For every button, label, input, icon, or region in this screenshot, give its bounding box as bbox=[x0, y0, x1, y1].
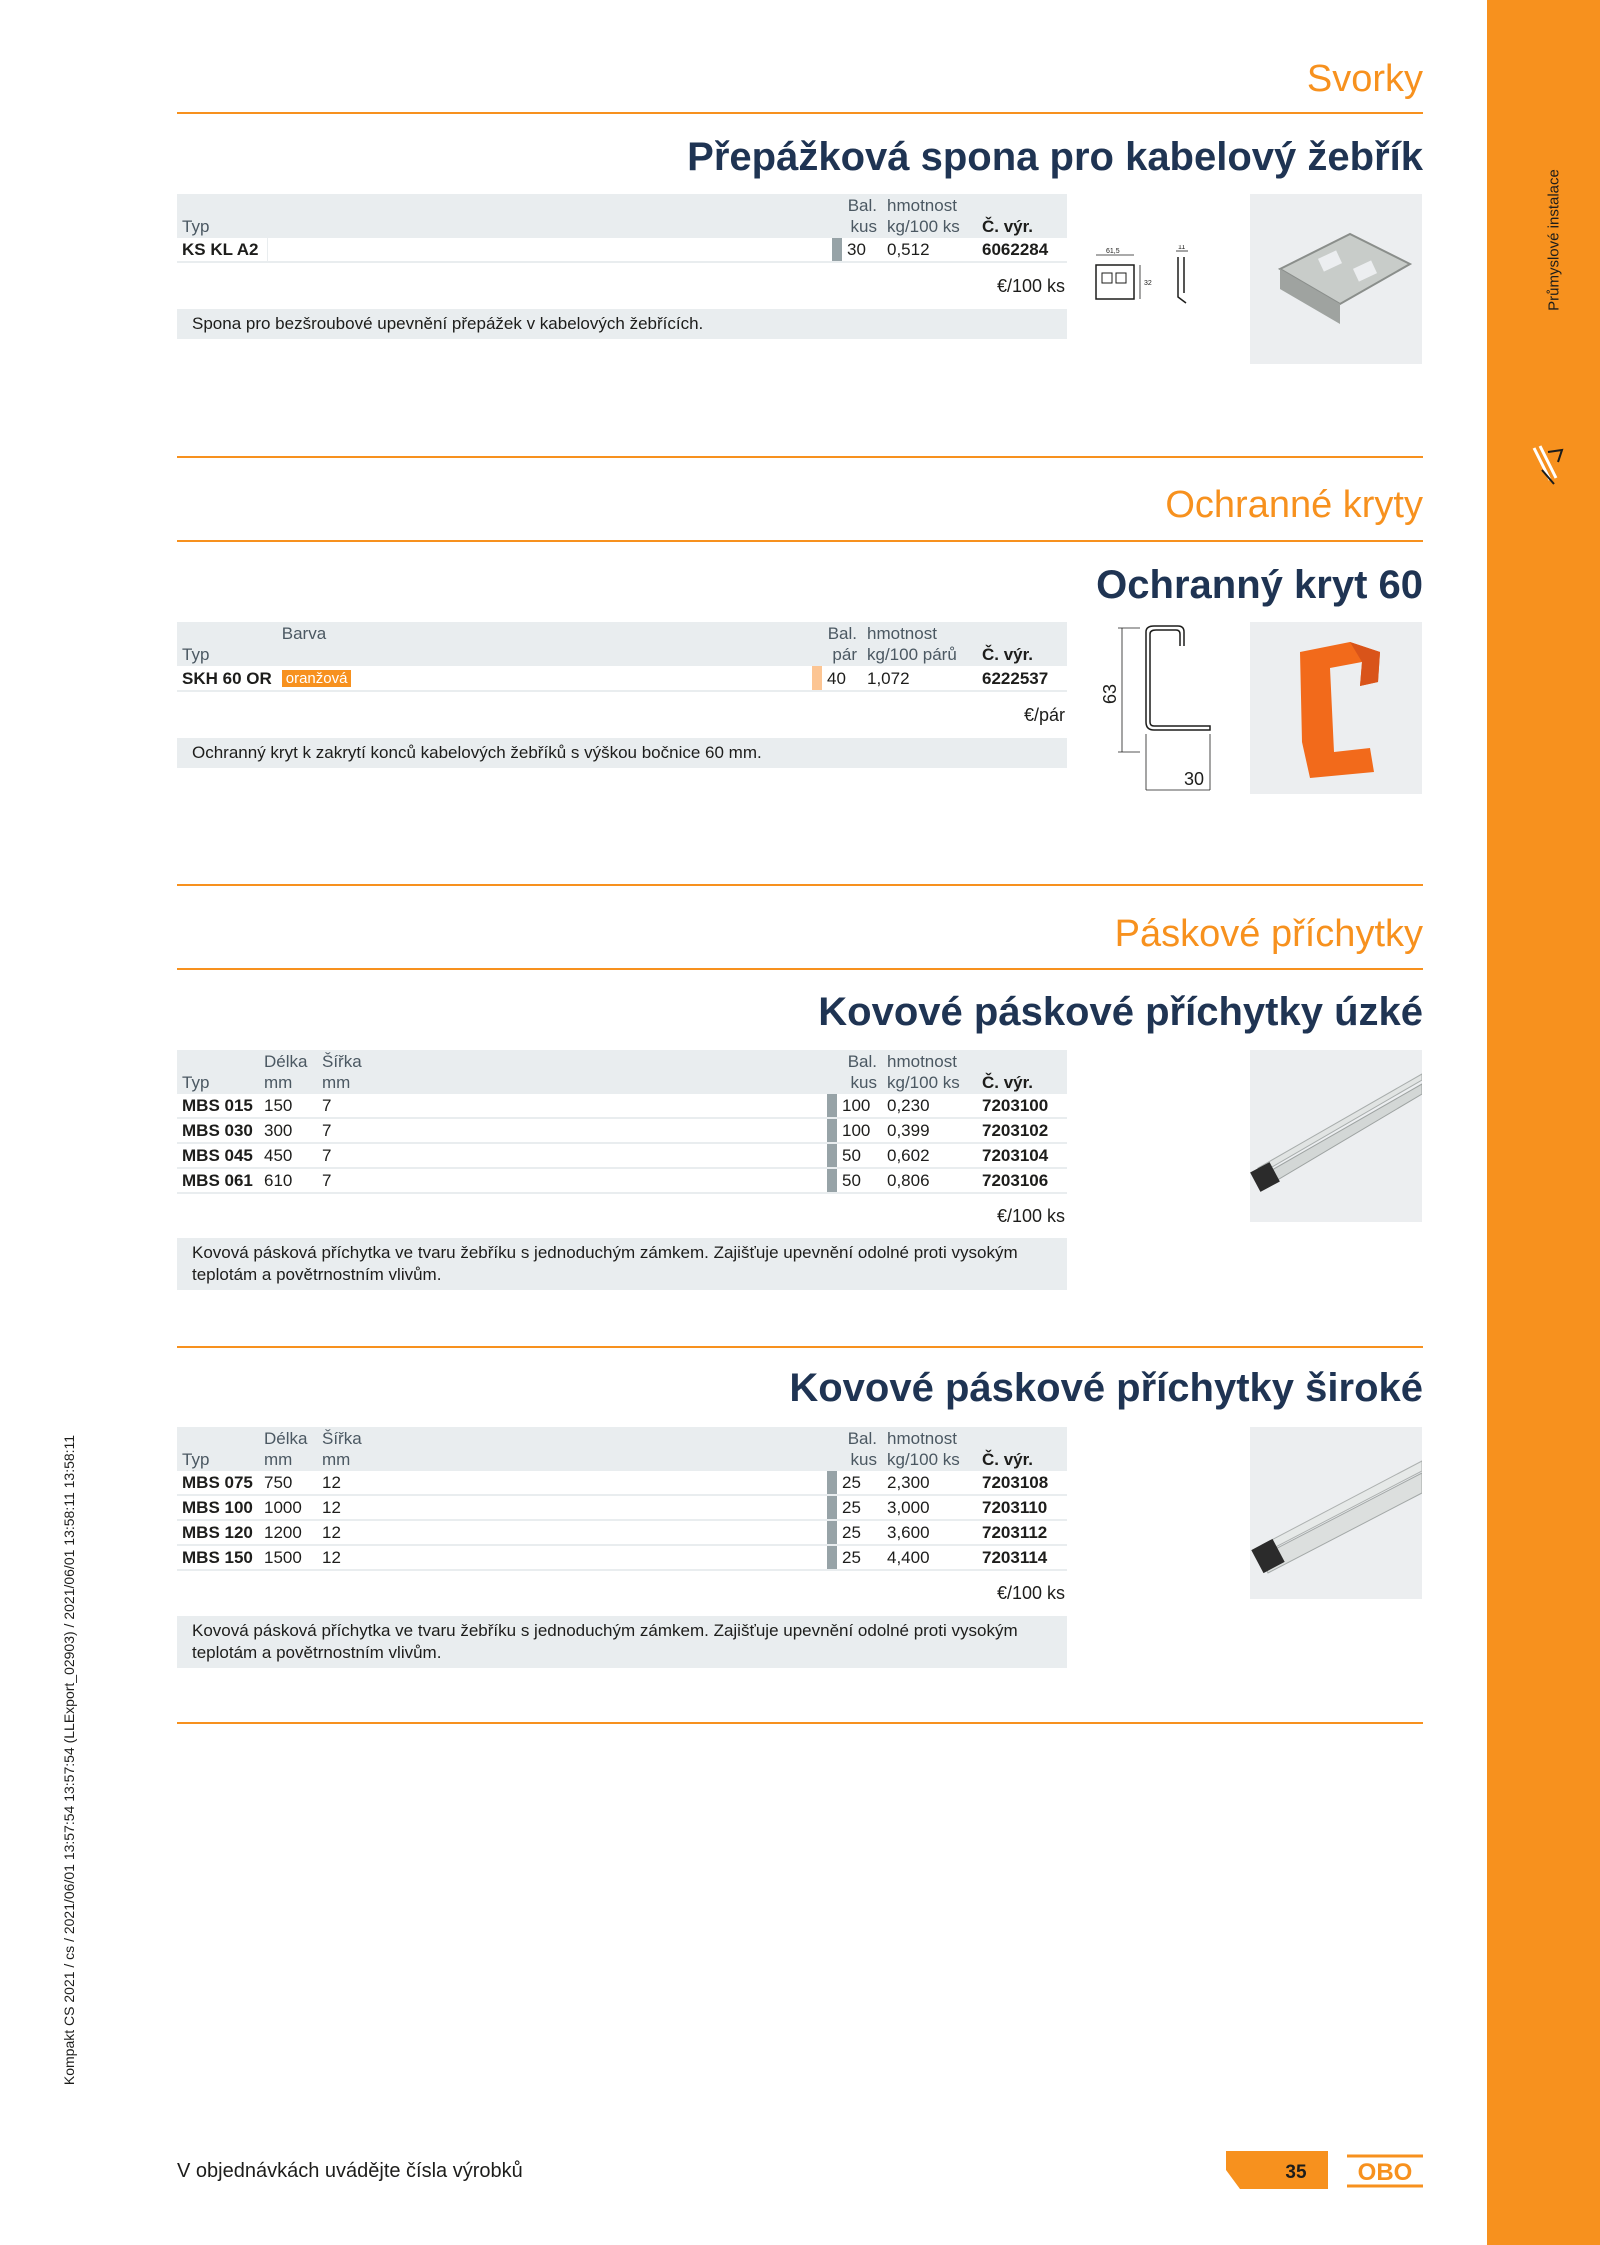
cell-len: 1200 bbox=[259, 1520, 317, 1545]
col-delka: Délka bbox=[264, 1052, 308, 1071]
side-category-label: Průmyslové instalace bbox=[1545, 169, 1563, 311]
table-header bbox=[177, 194, 1067, 238]
cell-art: 7203108 bbox=[977, 1471, 1067, 1495]
table-header bbox=[177, 1427, 1067, 1471]
section-rule bbox=[177, 1722, 1423, 1724]
product-description: Spona pro bezšroubové upevnění přepážek v kabelových žebřících. bbox=[177, 309, 1067, 339]
cell-bal: 50 bbox=[837, 1168, 882, 1193]
col-weight-unit: kg/100 ks bbox=[887, 1073, 960, 1092]
section-rule bbox=[177, 456, 1423, 458]
cell-weight: 3,600 bbox=[882, 1520, 977, 1545]
color-chip: oranžová bbox=[282, 670, 352, 687]
price-unit: €/100 ks bbox=[996, 276, 1065, 296]
col-art: Č. výr. bbox=[982, 1450, 1034, 1469]
cell-len: 150 bbox=[259, 1094, 317, 1118]
col-sirka: Šířka bbox=[322, 1052, 362, 1071]
section-rule bbox=[177, 540, 1423, 542]
product-table-kryt bbox=[177, 622, 1067, 692]
col-art: Č. výr. bbox=[982, 1073, 1034, 1092]
col-weight-unit: kg/100 ks bbox=[887, 1450, 960, 1469]
section-rule bbox=[177, 112, 1423, 114]
row-marker bbox=[827, 1471, 837, 1495]
cell-weight: 1,072 bbox=[862, 666, 977, 691]
table-row bbox=[177, 1118, 1067, 1143]
cell-weight: 2,300 bbox=[882, 1471, 977, 1495]
product-title-spona: Přepážková spona pro kabelový žebřík bbox=[687, 135, 1423, 179]
row-marker bbox=[827, 1520, 837, 1545]
dim-width: 61,5 bbox=[1106, 248, 1120, 255]
row-marker bbox=[827, 1168, 837, 1193]
cell-art: 6062284 bbox=[977, 238, 1067, 262]
cell-weight: 0,512 bbox=[882, 238, 977, 262]
col-weight-unit: kg/100 párů bbox=[867, 645, 957, 664]
spona-product-photo bbox=[1250, 194, 1422, 364]
dim-width: 30 bbox=[1184, 769, 1205, 789]
cell-typ: MBS 120 bbox=[177, 1520, 259, 1545]
kryt-product-photo bbox=[1250, 622, 1422, 794]
cell-art: 7203114 bbox=[977, 1545, 1067, 1570]
cell-typ: KS KL A2 bbox=[177, 238, 267, 262]
price-unit: €/100 ks bbox=[996, 1583, 1065, 1603]
print-metadata: Kompakt CS 2021 / cs / 2021/06/01 13:57:54 13:57:54 (LLExport_02903) / 2021/06/01 13:58:11 13:58:11 bbox=[61, 1434, 77, 2086]
row-marker bbox=[827, 1118, 837, 1143]
row-marker bbox=[827, 1545, 837, 1570]
cell-weight: 0,399 bbox=[882, 1118, 977, 1143]
col-bal-unit: kus bbox=[850, 217, 877, 236]
cell-bal: 50 bbox=[837, 1143, 882, 1168]
cell-bal: 100 bbox=[837, 1094, 882, 1118]
col-art: Č. výr. bbox=[982, 217, 1034, 236]
cell-art: 7203106 bbox=[977, 1168, 1067, 1193]
cell-wid: 7 bbox=[317, 1143, 367, 1168]
wide-strap-product-photo bbox=[1250, 1427, 1422, 1599]
section-rule bbox=[177, 1346, 1423, 1348]
col-bal-unit: kus bbox=[850, 1450, 877, 1469]
table-row bbox=[177, 1520, 1067, 1545]
table-row bbox=[177, 238, 1067, 262]
side-band bbox=[1487, 0, 1600, 2245]
col-typ: Typ bbox=[182, 645, 210, 664]
section-title-svorky: Svorky bbox=[1306, 58, 1423, 100]
cell-typ: MBS 075 bbox=[177, 1471, 259, 1495]
cell-wid: 12 bbox=[317, 1471, 367, 1495]
cell-wid: 7 bbox=[317, 1118, 367, 1143]
dim-height: 32 bbox=[1144, 280, 1152, 287]
cell-weight: 4,400 bbox=[882, 1545, 977, 1570]
col-art: Č. výr. bbox=[982, 645, 1034, 664]
product-description: Kovová pásková příchytka ve tvaru žebříku s jednoduchým zámkem. Zajišťuje upevnění odolné proti vysokým teplotám a povětrnostním vlivům. bbox=[177, 1616, 1067, 1668]
cell-wid: 12 bbox=[317, 1545, 367, 1570]
cell-bal: 25 bbox=[837, 1471, 882, 1495]
cell-bal: 25 bbox=[837, 1495, 882, 1520]
spona-technical-drawing bbox=[1092, 245, 1208, 317]
col-sirka-unit: mm bbox=[322, 1450, 351, 1469]
cell-art: 7203112 bbox=[977, 1520, 1067, 1545]
cell-weight: 3,000 bbox=[882, 1495, 977, 1520]
cell-len: 610 bbox=[259, 1168, 317, 1193]
cell-art: 7203104 bbox=[977, 1143, 1067, 1168]
table-row bbox=[177, 1143, 1067, 1168]
page-number-badge bbox=[1226, 2151, 1328, 2189]
col-bal: Bal. bbox=[847, 1429, 877, 1448]
col-delka-unit: mm bbox=[264, 1450, 293, 1469]
table-row bbox=[177, 1495, 1067, 1520]
col-sirka: Šířka bbox=[322, 1429, 362, 1448]
col-delka-unit: mm bbox=[264, 1073, 293, 1092]
col-weight-unit: kg/100 ks bbox=[887, 217, 960, 236]
product-title-kryt: Ochranný kryt 60 bbox=[1096, 563, 1423, 607]
product-description: Ochranný kryt k zakrytí konců kabelových žebříků s výškou bočnice 60 mm. bbox=[177, 738, 1067, 768]
cable-tie-icon bbox=[1528, 440, 1568, 490]
cell-art: 7203110 bbox=[977, 1495, 1067, 1520]
col-barva: Barva bbox=[281, 624, 327, 643]
cell-typ: MBS 015 bbox=[177, 1094, 259, 1118]
dim-height: 63 bbox=[1100, 683, 1120, 705]
cell-wid: 12 bbox=[317, 1495, 367, 1520]
product-description: Kovová pásková příchytka ve tvaru žebříku s jednoduchým zámkem. Zajišťuje upevnění odolné proti vysokým teplotám a povětrnostním vlivům. bbox=[177, 1238, 1067, 1290]
logo-text: OBO bbox=[1357, 2159, 1413, 2186]
cell-typ: MBS 150 bbox=[177, 1545, 259, 1570]
table-row bbox=[177, 666, 1067, 691]
cell-typ: MBS 030 bbox=[177, 1118, 259, 1143]
kryt-technical-drawing bbox=[1100, 622, 1216, 794]
col-sirka-unit: mm bbox=[322, 1073, 351, 1092]
col-bal-unit: kus bbox=[850, 1073, 877, 1092]
col-bal: Bal. bbox=[847, 196, 877, 215]
product-table-wide bbox=[177, 1427, 1067, 1571]
cell-bal: 25 bbox=[837, 1545, 882, 1570]
row-marker bbox=[812, 666, 822, 691]
price-unit: €/pár bbox=[1023, 705, 1065, 725]
row-marker bbox=[827, 1143, 837, 1168]
obo-logo bbox=[1345, 2153, 1425, 2189]
table-header bbox=[177, 622, 1067, 666]
col-weight: hmotnost bbox=[887, 1429, 957, 1448]
cell-typ: MBS 100 bbox=[177, 1495, 259, 1520]
table-row bbox=[177, 1094, 1067, 1118]
cell-typ: MBS 061 bbox=[177, 1168, 259, 1193]
col-bal: Bal. bbox=[847, 1052, 877, 1071]
cell-weight: 0,602 bbox=[882, 1143, 977, 1168]
dim-thickness: 11 bbox=[1178, 245, 1186, 251]
col-weight: hmotnost bbox=[887, 196, 957, 215]
section-rule bbox=[177, 884, 1423, 886]
section-title-kryty: Ochranné kryty bbox=[1165, 484, 1423, 526]
table-row bbox=[177, 1471, 1067, 1495]
cell-len: 1000 bbox=[259, 1495, 317, 1520]
cell-art: 7203100 bbox=[977, 1094, 1067, 1118]
product-title-narrow: Kovové páskové příchytky úzké bbox=[818, 990, 1423, 1034]
cell-typ: SKH 60 OR bbox=[177, 666, 277, 691]
row-marker bbox=[832, 238, 842, 262]
cell-len: 300 bbox=[259, 1118, 317, 1143]
cell-wid: 7 bbox=[317, 1094, 367, 1118]
table-header bbox=[177, 1050, 1067, 1094]
cell-weight: 0,806 bbox=[882, 1168, 977, 1193]
cell-len: 750 bbox=[259, 1471, 317, 1495]
col-weight: hmotnost bbox=[887, 1052, 957, 1071]
cell-wid: 12 bbox=[317, 1520, 367, 1545]
section-title-paskove: Páskové příchytky bbox=[1114, 913, 1423, 955]
product-title-wide: Kovové páskové příchytky široké bbox=[789, 1366, 1423, 1410]
row-marker bbox=[827, 1495, 837, 1520]
product-table-narrow bbox=[177, 1050, 1067, 1194]
page-number: 35 bbox=[1285, 2162, 1307, 2183]
col-bal-unit: pár bbox=[832, 645, 857, 664]
col-bal: Bal. bbox=[827, 624, 857, 643]
cell-wid: 7 bbox=[317, 1168, 367, 1193]
col-weight: hmotnost bbox=[867, 624, 937, 643]
cell-bal: 30 bbox=[842, 238, 882, 262]
col-typ: Typ bbox=[182, 1450, 210, 1469]
cell-bal: 100 bbox=[837, 1118, 882, 1143]
cell-art: 7203102 bbox=[977, 1118, 1067, 1143]
row-marker bbox=[827, 1094, 837, 1118]
product-table-spona bbox=[177, 194, 1067, 263]
footer-order-note: V objednávkách uvádějte čísla výrobků bbox=[177, 2160, 523, 2182]
narrow-strap-product-photo bbox=[1250, 1050, 1422, 1222]
table-row bbox=[177, 1168, 1067, 1193]
col-delka: Délka bbox=[264, 1429, 308, 1448]
cell-typ: MBS 045 bbox=[177, 1143, 259, 1168]
col-typ: Typ bbox=[182, 217, 210, 236]
cell-len: 450 bbox=[259, 1143, 317, 1168]
cell-art: 6222537 bbox=[977, 666, 1067, 691]
cell-bal: 25 bbox=[837, 1520, 882, 1545]
cell-bal: 40 bbox=[822, 666, 862, 691]
cell-len: 1500 bbox=[259, 1545, 317, 1570]
cell-weight: 0,230 bbox=[882, 1094, 977, 1118]
table-row bbox=[177, 1545, 1067, 1570]
section-rule bbox=[177, 968, 1423, 970]
col-typ: Typ bbox=[182, 1073, 210, 1092]
price-unit: €/100 ks bbox=[996, 1206, 1065, 1226]
